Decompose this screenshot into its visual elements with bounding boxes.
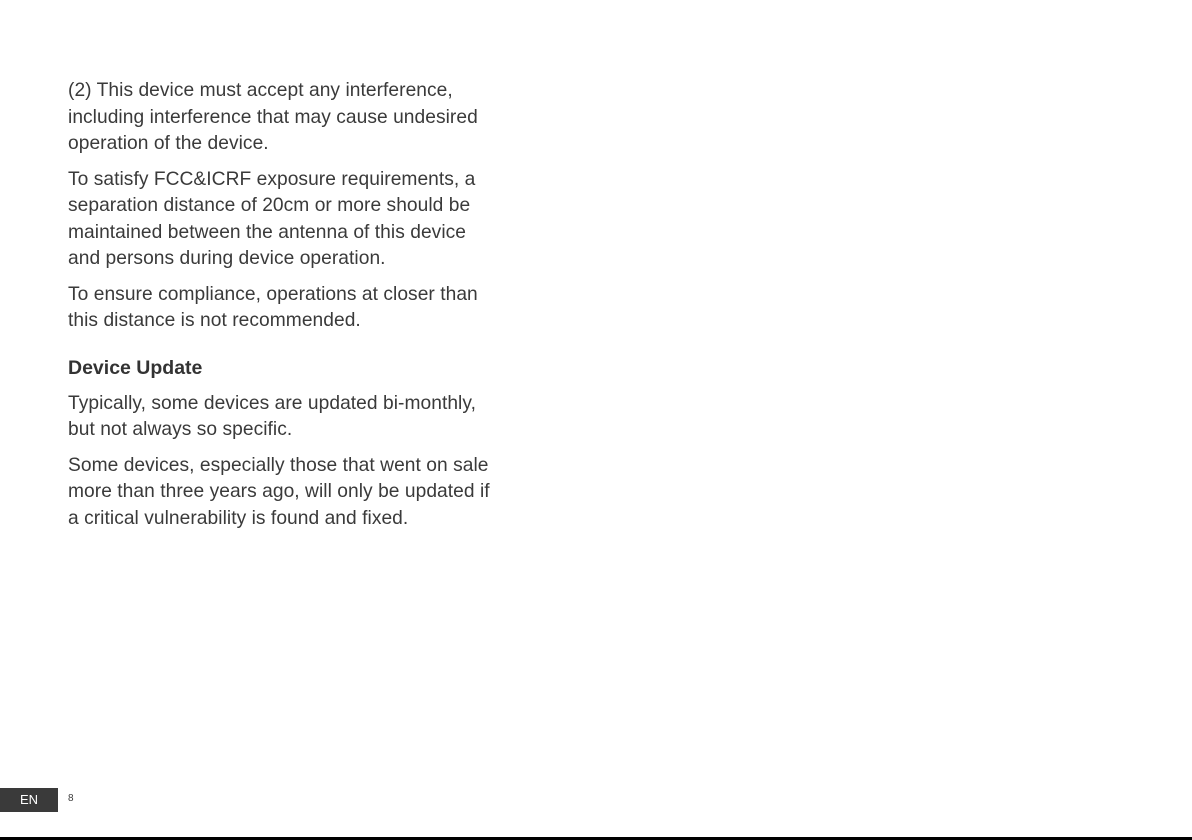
paragraph-update-policy: Some devices, especially those that went on sale more than three years ago, will only be updated if a critical vulnerability is found and fixed.	[68, 454, 490, 529]
page-number: 8	[68, 793, 74, 804]
paragraph-update-frequency: Typically, some devices are updated bi-monthly, but not always so specific.	[68, 392, 476, 440]
section-heading-device-update: Device Update	[68, 356, 203, 379]
paragraph-exposure-requirements: To satisfy FCC&ICRF exposure requirements, a separation distance of 20cm or more should be maintained between the antenna of this device and persons during device operation.	[68, 168, 476, 269]
paragraph-interference: (2) This device must accept any interference, including interference that may cause undesired operation of the device.	[68, 80, 478, 154]
language-tab: EN	[0, 788, 58, 812]
document-body	[68, 78, 568, 541]
paragraph-compliance: To ensure compliance, operations at closer than this distance is not recommended.	[68, 283, 478, 331]
